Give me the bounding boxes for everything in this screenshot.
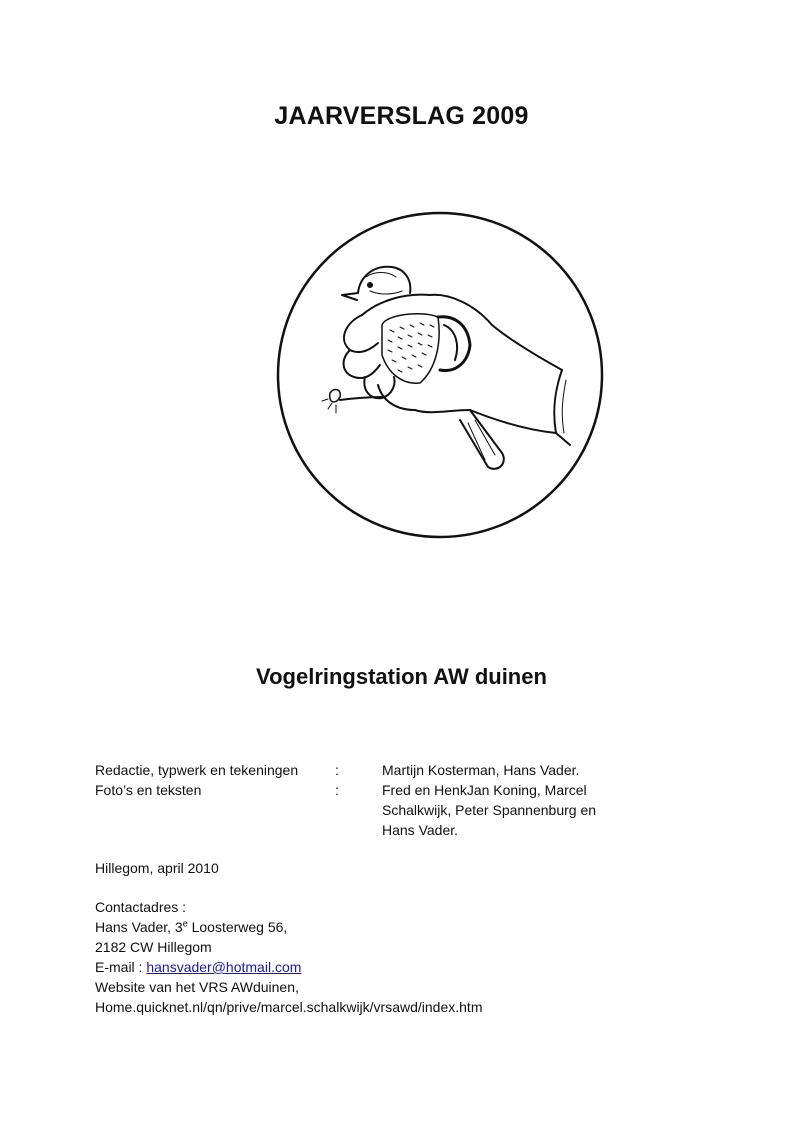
contact-heading: Contactadres : <box>95 899 187 915</box>
credit-separator: : <box>335 762 339 778</box>
contact-address-line <box>95 917 482 937</box>
credit-label: Foto’s en teksten <box>95 782 202 798</box>
circle-frame <box>278 213 602 537</box>
credit-value: Martijn Kosterman, Hans Vader. <box>382 762 580 778</box>
contact-street: Loosterweg 56, <box>187 919 288 935</box>
bird-in-hand-drawing-icon <box>270 205 610 545</box>
credit-value: Fred en HenkJan Koning, Marcel Schalkwijk, Peter Spannenburg en Hans Vader. <box>382 782 597 838</box>
contact-email-line <box>95 957 482 977</box>
place-date: Hillegom, april 2010 <box>95 860 219 876</box>
credit-row <box>95 780 612 840</box>
contact-name-street: Hans Vader, 3 <box>95 919 183 935</box>
contact-postal-city: 2182 CW Hillegom <box>95 939 212 955</box>
contact-block <box>95 897 482 1017</box>
website-url: Home.quicknet.nl/qn/prive/marcel.schalkwijk/vrsawd/index.htm <box>95 999 483 1015</box>
credit-label: Redactie, typwerk en tekeningen <box>95 762 299 778</box>
credits-block <box>95 760 612 840</box>
email-link[interactable]: hansvader@hotmail.com <box>146 959 302 975</box>
email-label: E-mail : <box>95 959 147 975</box>
page-title: JAARVERSLAG 2009 <box>274 102 529 130</box>
credit-row <box>95 760 612 780</box>
subtitle: Vogelringstation AW duinen <box>256 664 547 689</box>
website-label: Website van het VRS AWduinen, <box>95 979 299 995</box>
credit-separator: : <box>335 782 339 798</box>
street-superscript: e <box>182 918 188 929</box>
